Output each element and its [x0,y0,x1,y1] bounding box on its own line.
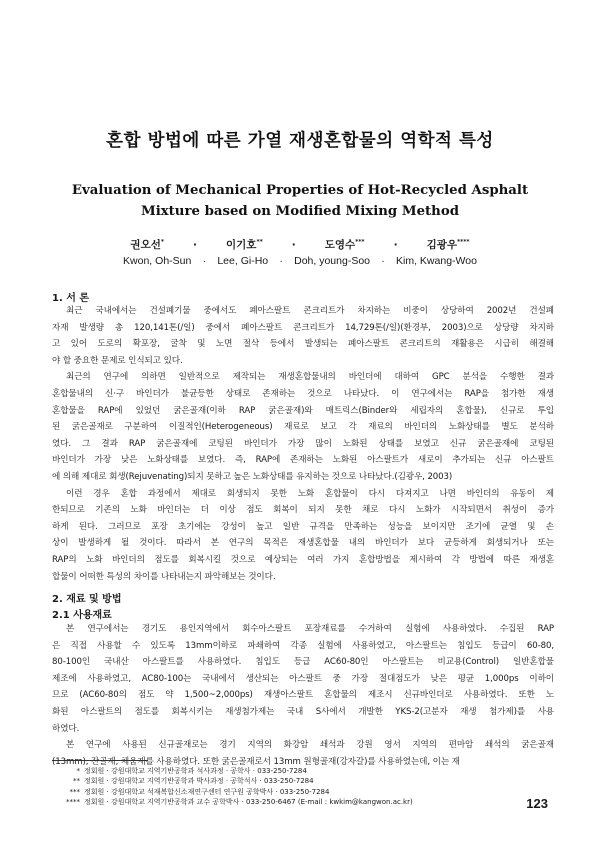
text-line: 된 굵은골재로 구분하여 이질적인(Heterogeneous) 재료로 보고 각 재료의 바인더의 노화상태를 별도 분석하 [52,422,554,433]
footnote-text: 정회원 · 강원대학교 지역기반공학과 석사과정 · 공학사 · 033-250-7284 [84,767,307,775]
author-separator: · [381,255,385,267]
author-separator: · [193,239,197,251]
title-english-line-2: Mixture based on Modified Mixing Method [140,204,460,219]
text-line: 최근의 연구에 의하면 일반적으로 제작되는 재생혼합물내의 바인더에 대하여 GPC 분석을 수행한 결과 [66,372,554,383]
footnote-mark: **** [66,798,80,807]
text-line: 상이 발생하게 될 것이다. 따라서 본 연구의 목적은 재생혼합물 내의 바인더가 보다 균등하게 회생되거나 또는 [52,538,554,549]
author-name-en: Kim, Kwang-Woo [396,255,477,267]
text-line: 화된 아스팔트의 점도를 회복시키는 재생첨가제는 국내 S사에서 개발한 YKS-2(고분자 재생 첨가제)를 사용 [52,706,554,717]
text-line: 에 의해 제대로 회생(Rejuvenating)되지 못하고 높은 노화상태를 유지하는 것으로 나타났다.(김광우, 2003) [52,471,453,482]
paragraph [52,303,554,369]
text-line: 자재 발생량 총 120,141톤(/일) 중에서 폐아스팔트 콘크리트가 14,729톤(/일)(환경부, 2003)으로 상당량 차지하 [52,322,554,333]
author-name-en: Doh, young-Soo [294,255,371,267]
section-heading-materials-methods: 2. 재료 및 방법 [52,594,122,605]
title-english [0,180,600,222]
author-affiliation-mark: * [160,238,164,246]
author-name-ko: 김광우 [426,239,458,251]
materials-body [52,621,554,770]
footnote-mark: ** [73,777,80,786]
text-line: 였다. 그 결과 RAP 굵은골재에 코팅된 바인더가 가장 많이 노화된 상태를 보였고 신규 굵은골재에 코팅된 [52,438,554,449]
paragraph [52,621,554,737]
author-name-en: Kwon, Oh-Sun [123,255,192,267]
paragraph [52,369,554,485]
authors-english [0,255,600,267]
text-line: 본 연구에 사용된 신규골재로는 경기 지역의 화강암 쇄석과 강원 영서 지역의 편마암 쇄석의 굵은골재 [66,740,554,751]
text-line: 이런 경우 혼합 과정에서 제대로 회생되지 못한 노화 혼합물이 다시 다져지고 나면 바인더의 유동이 제 [66,488,554,499]
title-english-line-1: Evaluation of Mechanical Properties of Hot-Recycled Asphalt [71,183,529,198]
text-line: 혼합물을 RAP에 있었던 굵은골재(이하 RAP 굵은골재)와 매트릭스(Binder와 세립자의 혼합물), 신규로 투입 [52,405,554,416]
footnote-text: 정회원 · 강원대학교 지역기반공학과 박사과정 · 공학석사 · 033-250-7284 [84,777,314,786]
title-korean: 혼합 방법에 따른 가열 재생혼합물의 역학적 특성 [106,131,494,151]
introduction-body [52,303,554,585]
footnote [58,766,307,776]
author-affiliation-mark: ** [256,238,263,246]
author-name-en: Lee, Gi-Ho [217,255,269,267]
text-line: 제조에 사용하였고, AC80-100는 국내에서 생산되는 아스팔트 중 가장 절대점도가 낮은 평균 1,000ps 이하이 [52,673,554,684]
author-name-ko: 도영수 [324,239,356,251]
subsection-heading-materials: 2.1 사용재료 [52,610,112,621]
text-line: 합물이 어떠한 특성의 차이를 나타내는지 파악해보는 것이다. [52,571,276,582]
author-name-ko: 이기호 [226,239,257,251]
text-line: 야 할 중요한 문제로 인식되고 있다. [52,355,183,366]
footnote-mark: *** [69,787,80,796]
section-heading-introduction: 1. 서 론 [52,293,90,304]
text-line: RAP의 노화 바인더의 점도를 회복시킬 것으로 예상되는 여러 가지 혼합방법을 제시하여 각 방법에 따른 재생혼 [52,554,554,565]
text-line: 본 연구에서는 경기도 용인지역에서 회수아스팔트 포장재료를 수거하여 실험에 사용하였다. 수집된 RAP [66,624,554,634]
author-separator: · [202,255,207,267]
text-line: 고 있어 도로의 확포장, 굴착 및 노면 절삭 등에서 발생되는 폐아스팔트 콘크리트의 재활용은 시급히 해결해 [52,339,554,350]
text-line: 므로 (AC60-80의 점도 약 1,500~2,000ps) 재생아스팔트 혼합물의 제조시 신규바인더로 사용하였다. 또한 노 [52,690,554,701]
text-line: 한되므로 기존의 노화 바인더는 더 이상 점도 회복이 되지 못한 채로 다시 노화가 시작되면서 취성이 증가 [52,505,554,516]
author-affiliation-mark: **** [457,238,470,246]
page-number: 123 [526,796,548,811]
text-line: 최근 국내에서는 건설폐기물 중에서도 폐아스팔트 콘크리트가 차지하는 비중이 상당하여 2002년 건설폐 [66,306,554,316]
author-separator: · [393,239,398,251]
text-line: 은 직접 사용할 수 있도록 13mm이하로 파쇄하여 각종 실험에 사용하였고, 아스팔트는 침입도 등급이 60-80, [52,640,554,651]
text-line: 하게 된다. 그러므로 포장 초기에는 강성이 높고 일반 규격을 만족하는 성능을 보이지만 조기에 균열 및 손 [52,521,554,532]
text-line: 하였다. [52,723,80,734]
author-affiliation-mark: *** [355,238,365,246]
author-separator: · [279,255,283,267]
text-line: 혼합물내의 신·구 바인더가 불균등한 상태로 존재하는 것으로 나타났다. 이 연구에서는 RAP을 첨가한 재생 [52,388,554,399]
footnote-divider [52,760,148,761]
footnote [58,776,314,786]
author-separator: · [291,239,296,251]
author-name-ko: 권오선 [130,239,161,251]
text-line: 80-100인 국내산 아스팔트를 사용하였다. 침입도 등급 AC60-80인 아스팔트는 비교용(Control) 일반혼합물 [52,657,554,668]
footnote [58,797,413,807]
footnote-text: 정회원 · 강원대학교 석재복합신소재연구센터 연구원 공학박사 · 033-250-7284 [84,787,330,796]
footnote-text: 정회원 · 강원대학교 지역기반공학과 교수 공학박사 · 033-250-6467 (E-mail : kwkim@kangwon.ac.kr) [84,798,413,807]
footnote [58,787,329,797]
paragraph [52,486,554,586]
footnote-mark: * [76,767,80,775]
text-line: 바인더가 가장 낮은 노화상태를 보였다. 즉, RAP에 존재하는 노화된 아스팔트가 새로이 추가되는 신규 아스팔트 [52,455,554,466]
text-line: (13mm), 잔골재, 채움재를 사용하였다. 또한 굵은골재로서 13mm 원형골재(강자갈)를 사용하였는데, 이는 재 [52,756,460,767]
authors-korean [0,237,600,252]
